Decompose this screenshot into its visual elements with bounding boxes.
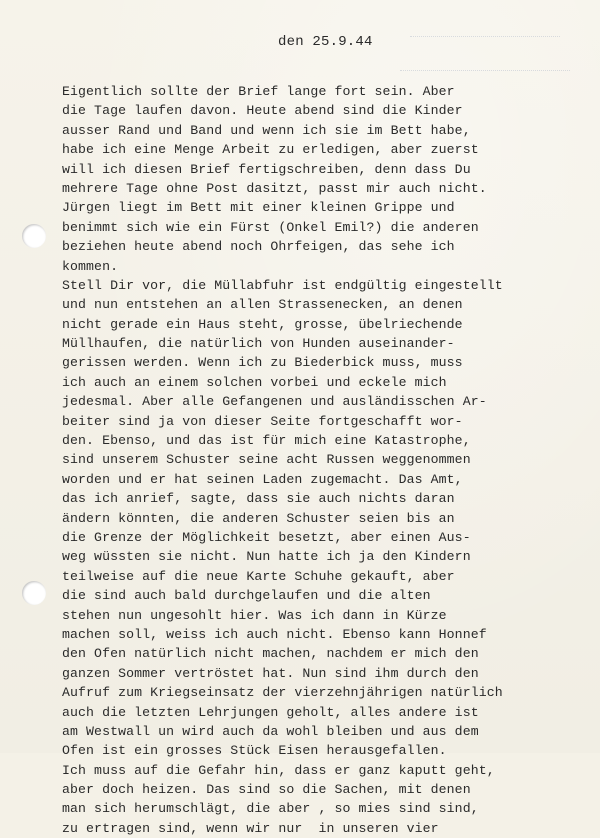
letter-line: gerissen werden. Wenn ich zu Biederbick muss, muss xyxy=(62,355,463,371)
letter-line: die sind auch bald durchgelaufen und die alten xyxy=(62,588,431,604)
letter-line: machen soll, weiss ich auch nicht. Ebenso kann Honnef xyxy=(62,626,487,642)
letter-line: beziehen heute abend noch Ohrfeigen, das sehe ich xyxy=(62,239,455,255)
letter-line: Aufruf zum Kriegseinsatz der vierzehnjährigen natürlich xyxy=(62,685,503,701)
letter-line: die Grenze der Möglichkeit besetzt, aber einen Aus- xyxy=(62,529,471,545)
letter-line: beiter sind ja von dieser Seite fortgeschafft wor- xyxy=(62,413,463,429)
punch-hole xyxy=(22,224,46,248)
letter-line: sind unserem Schuster seine acht Russen weggenommen xyxy=(62,452,471,468)
letter-line: ausser Rand und Band und wenn ich sie im Bett habe, xyxy=(62,122,471,138)
punch-hole xyxy=(22,581,46,605)
letter-line: kommen. xyxy=(62,258,119,274)
letter-line: ändern könnten, die anderen Schuster seien bis an xyxy=(62,510,455,526)
letter-line: am Westwall un wird auch da wohl bleiben und aus dem xyxy=(62,723,479,739)
letter-line: weg wüssten sie nicht. Nun hatte ich ja den Kindern xyxy=(62,549,471,565)
letter-line: Stell Dir vor, die Müllabfuhr ist endgültig eingestellt xyxy=(62,277,503,293)
letter-line: Jürgen liegt im Bett mit einer kleinen Grippe und xyxy=(62,200,455,216)
faint-letterhead-mark xyxy=(400,70,570,72)
letter-line: worden und er hat seinen Laden zugemacht. Das Amt, xyxy=(62,471,463,487)
letter-line: man sich herumschlägt, die aber , so mies sind sind, xyxy=(62,801,479,817)
letter-line: jedesmal. Aber alle Gefangenen und ausländisschen Ar- xyxy=(62,394,487,410)
letter-line: auch die letzten Lehrjungen geholt, alles andere ist xyxy=(62,704,479,720)
letter-line: ganzen Sommer vertröstet hat. Nun sind ihm durch den xyxy=(62,665,479,681)
letter-body xyxy=(62,82,600,838)
letter-line: das ich anrief, sagte, dass sie auch nichts daran xyxy=(62,491,455,507)
letter-line: ich auch an einem solchen vorbei und eckele mich xyxy=(62,374,447,390)
letter-line: benimmt sich wie ein Fürst (Onkel Emil?) die anderen xyxy=(62,219,479,235)
letter-line: teilweise auf die neue Karte Schuhe gekauft, aber xyxy=(62,568,455,584)
letter-line: den Ofen natürlich nicht machen, nachdem er mich den xyxy=(62,646,479,662)
letter-line: mehrere Tage ohne Post dasitzt, passt mir auch nicht. xyxy=(62,180,487,196)
letter-line: den. Ebenso, und das ist für mich eine Katastrophe, xyxy=(62,433,471,449)
letter-date: den 25.9.44 xyxy=(278,34,373,50)
letter-line: und nun entstehen an allen Strassenecken, an denen xyxy=(62,297,463,313)
letter-line: aber doch heizen. Das sind so die Sachen, mit denen xyxy=(62,782,471,798)
letter-line: zu ertragen sind, wenn wir nur in unseren vier xyxy=(62,820,439,836)
letter-line: habe ich eine Menge Arbeit zu erledigen, aber zuerst xyxy=(62,142,479,158)
letter-line: nicht gerade ein Haus steht, grosse, übelriechende xyxy=(62,316,463,332)
letter-line: Müllhaufen, die natürlich von Hunden auseinander- xyxy=(62,336,455,352)
letter-line: Eigentlich sollte der Brief lange fort sein. Aber xyxy=(62,84,455,99)
letter-line: Ich muss auf die Gefahr hin, dass er ganz kaputt geht, xyxy=(62,762,495,778)
letter-line: stehen nun ungesohlt hier. Was ich dann in Kürze xyxy=(62,607,447,623)
letter-line: will ich diesen Brief fertigschreiben, denn dass Du xyxy=(62,161,471,177)
letter-line: Ofen ist ein grosses Stück Eisen herausgefallen. xyxy=(62,743,447,759)
letter-line: die Tage laufen davon. Heute abend sind die Kinder xyxy=(62,103,463,119)
faint-letterhead-mark xyxy=(410,36,560,38)
